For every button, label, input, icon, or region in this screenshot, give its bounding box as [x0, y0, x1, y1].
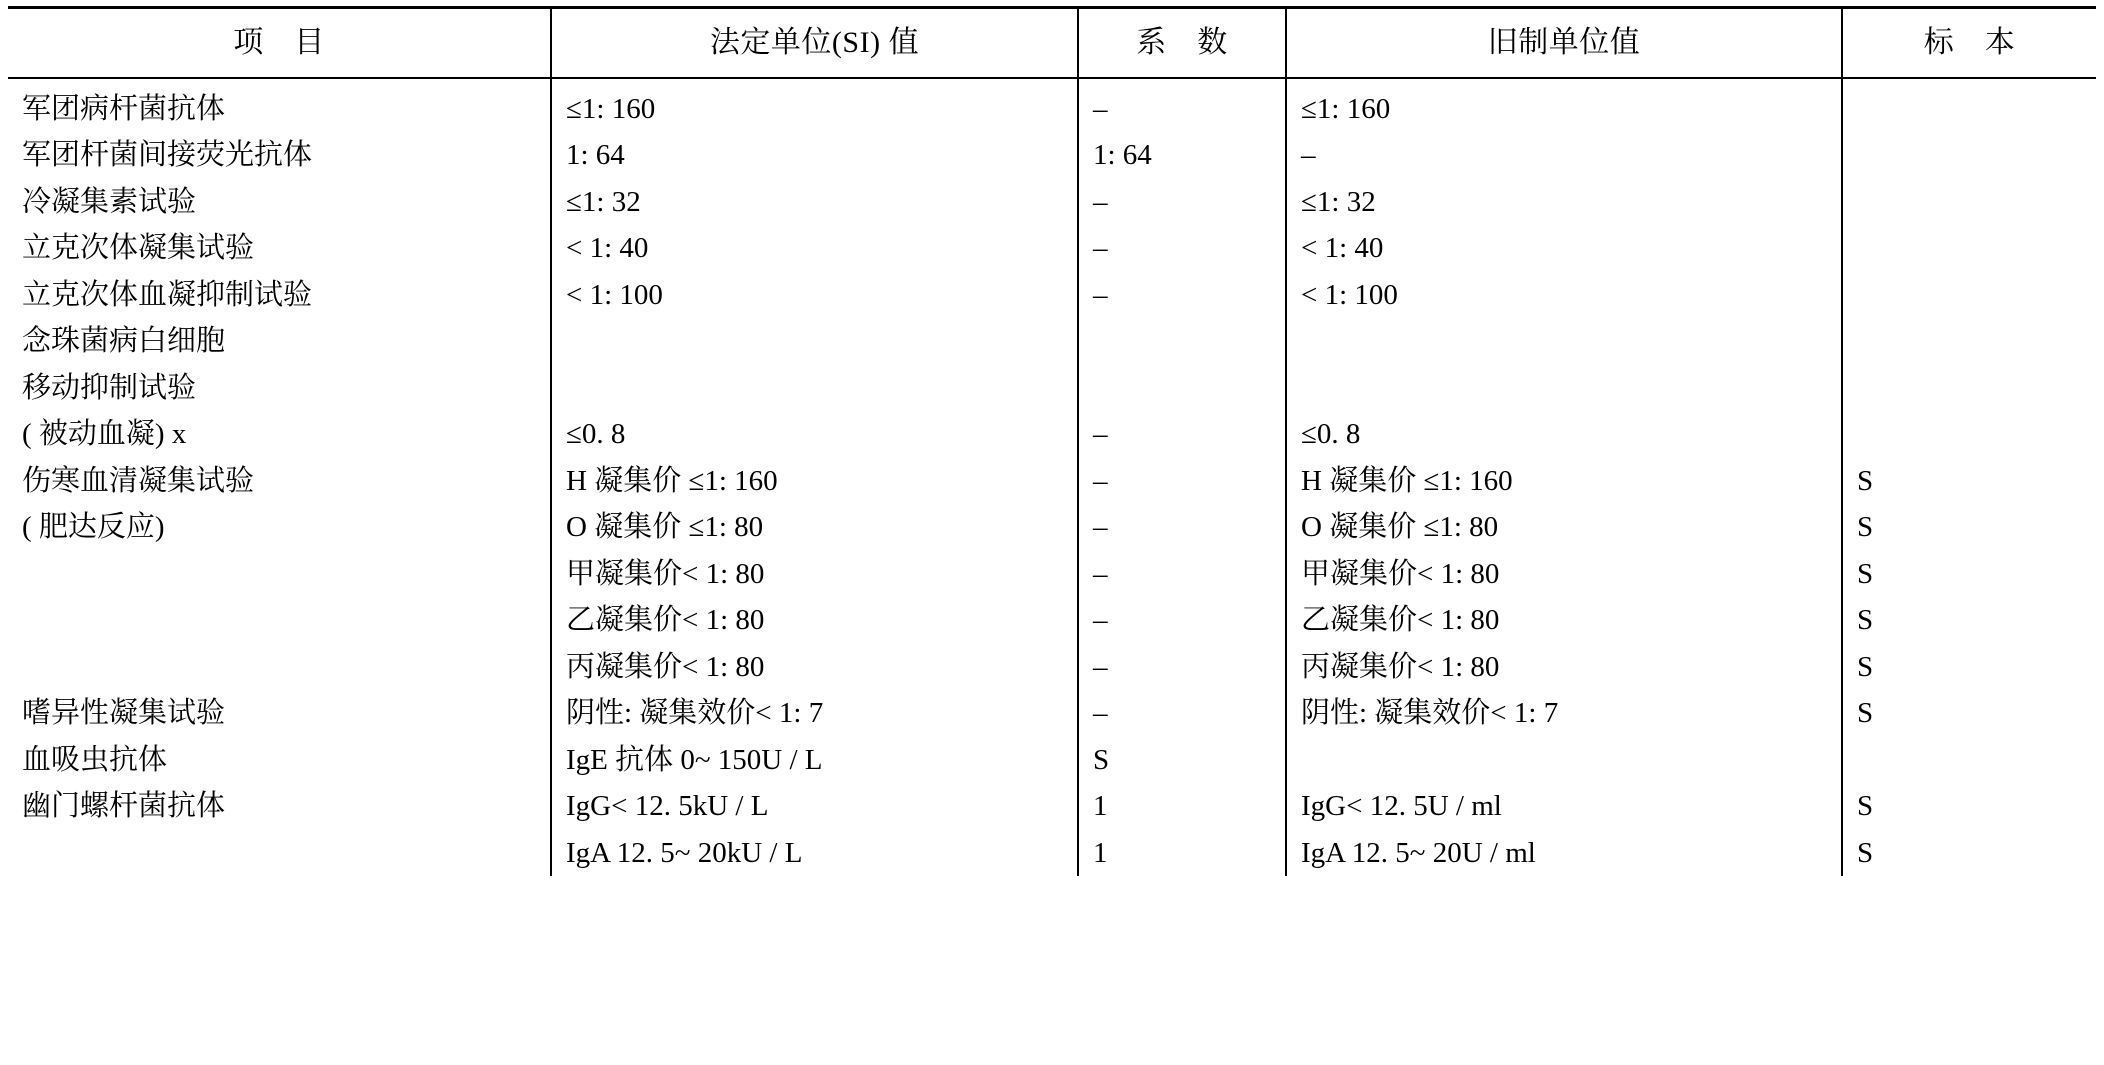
cell-item: 立克次体凝集试验	[8, 225, 551, 271]
cell-item: ( 被动血凝) x	[8, 411, 551, 457]
cell-old-value: < 1: 40	[1286, 225, 1842, 271]
cell-specimen	[1842, 225, 2096, 271]
cell-coefficient: 1	[1078, 783, 1286, 829]
cell-item: ( 肥达反应)	[8, 504, 551, 550]
cell-specimen	[1842, 318, 2096, 364]
cell-specimen	[1842, 78, 2096, 132]
cell-item: 冷凝集素试验	[8, 179, 551, 225]
cell-coefficient	[1078, 365, 1286, 411]
table-row	[8, 690, 2096, 736]
cell-coefficient: –	[1078, 411, 1286, 457]
cell-si-value: < 1: 100	[551, 272, 1078, 318]
cell-coefficient: –	[1078, 504, 1286, 550]
cell-si-value: 阴性: 凝集效价< 1: 7	[551, 690, 1078, 736]
cell-si-value: 乙凝集价< 1: 80	[551, 597, 1078, 643]
cell-old-value	[1286, 318, 1842, 364]
cell-old-value: 甲凝集价< 1: 80	[1286, 551, 1842, 597]
document-page	[0, 6, 2104, 1065]
cell-item: 嗜异性凝集试验	[8, 690, 551, 736]
cell-specimen	[1842, 272, 2096, 318]
cell-coefficient: S	[1078, 737, 1286, 783]
cell-old-value: IgG< 12. 5U / ml	[1286, 783, 1842, 829]
cell-old-value: IgA 12. 5~ 20U / ml	[1286, 830, 1842, 876]
column-header-si-value: 法定单位(SI) 值	[551, 8, 1078, 79]
column-header-old-value: 旧制单位值	[1286, 8, 1842, 79]
cell-item	[8, 644, 551, 690]
cell-old-value	[1286, 737, 1842, 783]
cell-item	[8, 597, 551, 643]
cell-old-value: 丙凝集价< 1: 80	[1286, 644, 1842, 690]
cell-si-value: 甲凝集价< 1: 80	[551, 551, 1078, 597]
cell-old-value: ≤0. 8	[1286, 411, 1842, 457]
cell-item	[8, 830, 551, 876]
cell-specimen: S	[1857, 511, 1874, 544]
cell-specimen: S	[1857, 604, 1874, 637]
table-row	[8, 225, 2096, 271]
cell-old-value: H 凝集价 ≤1: 160	[1286, 458, 1842, 504]
table-row	[8, 365, 2096, 411]
cell-specimen	[1842, 132, 2096, 178]
table-row	[8, 179, 2096, 225]
cell-specimen: S	[1857, 650, 1874, 683]
table-row	[8, 504, 2096, 550]
cell-coefficient: –	[1078, 644, 1286, 690]
cell-si-value: O 凝集价 ≤1: 80	[551, 504, 1078, 550]
cell-old-value: 乙凝集价< 1: 80	[1286, 597, 1842, 643]
cell-item: 立克次体血凝抑制试验	[8, 272, 551, 318]
cell-si-value: < 1: 40	[551, 225, 1078, 271]
table-row	[8, 458, 2096, 504]
cell-specimen: S	[1857, 464, 1874, 497]
cell-specimen: S	[1857, 836, 1874, 869]
cell-specimen	[1842, 179, 2096, 225]
cell-item: 念珠菌病白细胞	[8, 318, 551, 364]
cell-coefficient: 1	[1078, 830, 1286, 876]
cell-si-value: IgE 抗体 0~ 150U / L	[551, 737, 1078, 783]
table-row	[8, 272, 2096, 318]
cell-old-value: O 凝集价 ≤1: 80	[1286, 504, 1842, 550]
cell-coefficient: –	[1078, 78, 1286, 132]
cell-specimen	[1842, 365, 2096, 411]
cell-coefficient: –	[1078, 179, 1286, 225]
table-row	[8, 78, 2096, 132]
table-header	[8, 8, 2096, 79]
cell-item: 幽门螺杆菌抗体	[8, 783, 551, 829]
cell-specimen: S	[1857, 697, 1874, 730]
cell-item: 移动抑制试验	[8, 365, 551, 411]
cell-old-value	[1286, 365, 1842, 411]
cell-old-value: –	[1286, 132, 1842, 178]
table-row	[8, 318, 2096, 364]
cell-coefficient: –	[1078, 597, 1286, 643]
cell-item: 血吸虫抗体	[8, 737, 551, 783]
cell-si-value: 丙凝集价< 1: 80	[551, 644, 1078, 690]
cell-old-value: ≤1: 32	[1286, 179, 1842, 225]
cell-specimen: S	[1857, 790, 1874, 823]
reference-values-table	[8, 6, 2096, 876]
table-row	[8, 132, 2096, 178]
cell-si-value: IgA 12. 5~ 20kU / L	[551, 830, 1078, 876]
table-row	[8, 737, 2096, 783]
cell-coefficient: –	[1078, 690, 1286, 736]
cell-old-value: 阴性: 凝集效价< 1: 7	[1286, 690, 1842, 736]
table-row	[8, 783, 2096, 829]
column-header-specimen: 标 本	[1923, 26, 2016, 59]
cell-specimen: S	[1857, 557, 1874, 590]
cell-coefficient: –	[1078, 225, 1286, 271]
cell-coefficient: 1: 64	[1078, 132, 1286, 178]
cell-old-value: < 1: 100	[1286, 272, 1842, 318]
table-row	[8, 597, 2096, 643]
cell-item	[8, 551, 551, 597]
cell-si-value: ≤1: 32	[551, 179, 1078, 225]
table-row	[8, 411, 2096, 457]
cell-si-value	[551, 318, 1078, 364]
cell-si-value	[551, 365, 1078, 411]
cell-si-value: ≤1: 160	[551, 78, 1078, 132]
cell-si-value: ≤0. 8	[551, 411, 1078, 457]
cell-item: 军团杆菌间接荧光抗体	[8, 132, 551, 178]
table-header-row	[8, 8, 2096, 79]
table-row	[8, 551, 2096, 597]
table-body	[8, 78, 2096, 876]
cell-item: 伤寒血清凝集试验	[8, 458, 551, 504]
column-header-item: 项 目	[8, 8, 551, 79]
cell-specimen	[1842, 411, 2096, 457]
table-row	[8, 644, 2096, 690]
cell-item: 军团病杆菌抗体	[8, 78, 551, 132]
cell-old-value: ≤1: 160	[1286, 78, 1842, 132]
cell-si-value: H 凝集价 ≤1: 160	[551, 458, 1078, 504]
cell-si-value: 1: 64	[551, 132, 1078, 178]
cell-coefficient: –	[1078, 458, 1286, 504]
cell-coefficient: –	[1078, 272, 1286, 318]
table-row	[8, 830, 2096, 876]
column-header-coefficient: 系 数	[1078, 8, 1286, 79]
cell-coefficient	[1078, 318, 1286, 364]
cell-si-value: IgG< 12. 5kU / L	[551, 783, 1078, 829]
cell-specimen	[1842, 737, 2096, 783]
cell-coefficient: –	[1078, 551, 1286, 597]
